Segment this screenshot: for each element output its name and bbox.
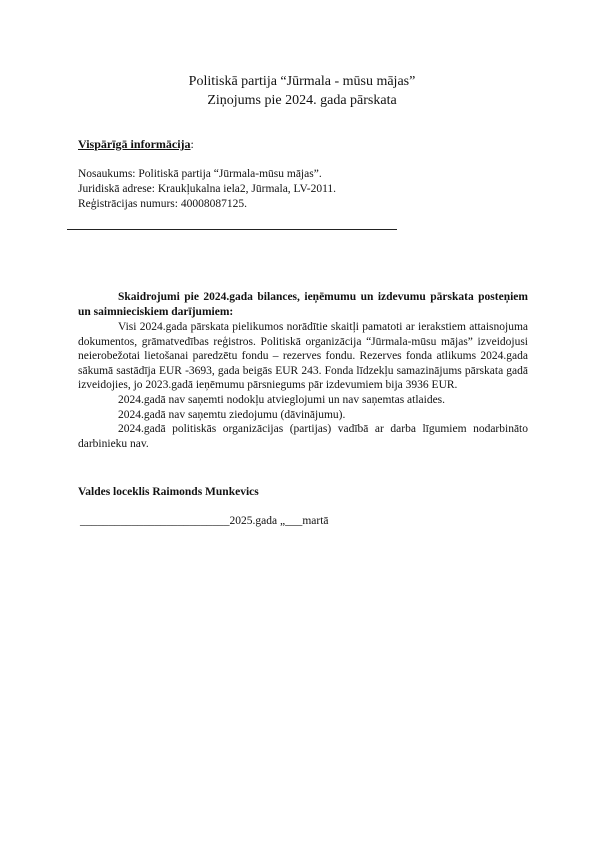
general-info-heading-text: Vispārīgā informācija [78,137,191,151]
document-title [0,72,604,110]
organization-name: Nosaukums: Politiskā partija “Jūrmala-mūsu mājas”. [78,168,322,180]
explanations-heading: Skaidrojumi pie 2024.gada bilances, ieņēmumu un izdevumu pārskata posteņiem un saimnieciskiem darījumiem: [78,291,528,318]
general-info-heading-colon: : [190,137,194,151]
party-name-heading: Politiskā partija “Jūrmala - mūsu mājas” [188,74,416,89]
explanations-body [78,320,528,451]
paragraph-employees: 2024.gadā politiskās organizācijas (partijas) vadībā ar darba līgumiem nodarbināto darbinieku nav. [78,423,528,450]
registration-number: Reģistrācijas numurs: 40008087125. [78,198,247,210]
paragraph-funds: Visi 2024.gada pārskata pielikumos norādītie skaitļi pamatoti ar ierakstiem attaisnojuma dokumentos, grāmatvedības reģistros. Politiskā organizācija “Jūrmala-mūsu mājas” izveidojusi neierobežotai lietošanai paredzētu fondu – rezerves fondu. Rezerves fonda atlikums 2024.gada sākumā sastādīja EUR -3693, gada beigās EUR 243. Fonda līdzekļu samazinājums pārskata gadā izveidojies, jo 2023.gadā ieņēmumu pārsniegums pār izdevumiem bija 3936 EUR. [78,321,528,392]
signer-name: Valdes loceklis Raimonds Munkevics [78,486,259,498]
signature-date-line: __________________________2025.gada „___martā [80,515,329,527]
legal-address: Juridiskā adrese: Kraukļukalna iela2, Jūrmala, LV-2011. [78,183,337,195]
general-info-block [78,167,336,212]
horizontal-rule [67,229,397,230]
report-heading: Ziņojums pie 2024. gada pārskata [207,93,397,108]
paragraph-donations: 2024.gadā nav saņemtu ziedojumu (dāvinājumu). [118,408,346,421]
general-info-heading [78,137,194,152]
paragraph-tax-relief: 2024.gadā nav saņemti nodokļu atvieglojumi un nav saņemtas atlaides. [118,393,446,406]
